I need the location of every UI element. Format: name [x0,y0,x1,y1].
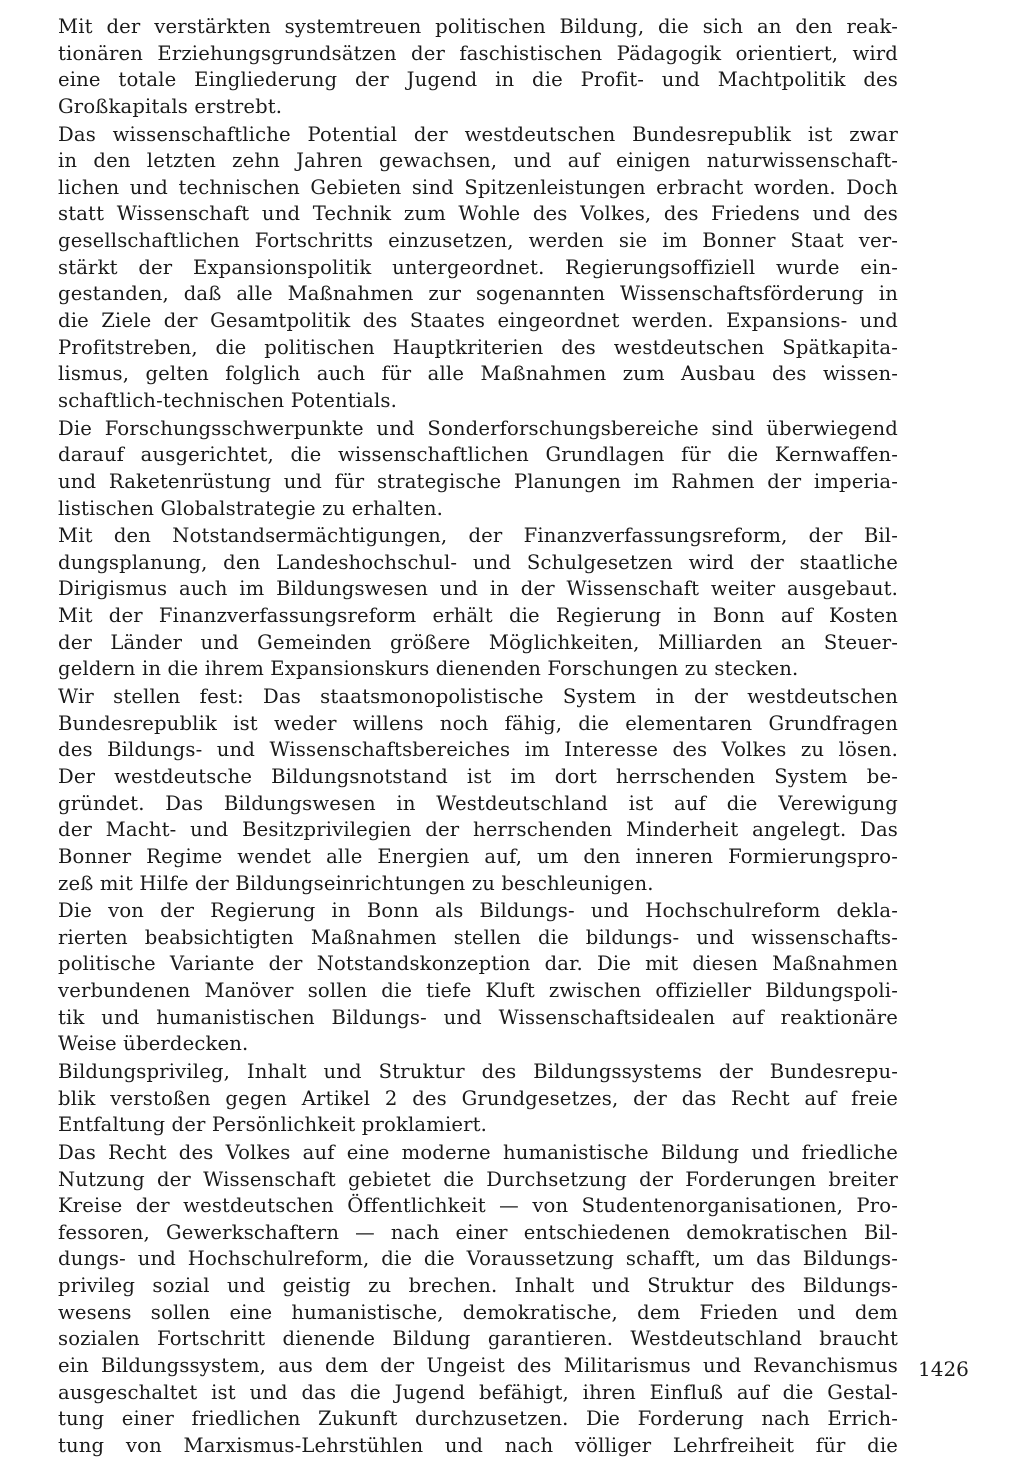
text-line: zeß mit Hilfe der Bildungseinrichtungen zu beschleunigen. [58,871,654,895]
text-line: darauf ausgerichtet, die wissenschaftlichen Grundlagen für die Kernwaffen- [58,443,898,467]
document-body [58,14,898,1461]
paragraph [58,1140,898,1460]
text-line: Das Recht des Volkes auf eine moderne humanistische Bildung und friedliche [58,1140,898,1164]
text-line: Profitstreben, die politischen Hauptkriterien des westdeutschen Spätkapita- [58,335,898,359]
paragraph [58,1059,898,1139]
text-line: Mit der Finanzverfassungsreform erhält die Regierung in Bonn auf Kosten [58,604,898,628]
text-line: fessoren, Gewerkschaftern — nach einer entschiedenen demokratischen Bil- [58,1220,898,1244]
text-line: tik und humanistischen Bildungs- und Wissenschaftsidealen auf reaktionäre [58,1005,898,1029]
text-line: ein Bildungssystem, aus dem der Ungeist des Militarismus und Revanchismus [58,1354,898,1378]
text-line: politische Variante der Notstandskonzeption dar. Die mit diesen Maßnahmen [58,952,898,976]
text-line: Weise überdecken. [58,1032,249,1056]
text-line: lichen und technischen Gebieten sind Spitzenleistungen erbracht worden. Doch [58,175,898,199]
text-line: Bonner Regime wendet alle Energien auf, um den inneren Formierungspro- [58,844,898,868]
text-line: Wir stellen fest: Das staatsmonopolistische System in der westdeutschen [58,685,898,709]
text-line: ausgeschaltet ist und das die Jugend befähigt, ihren Einfluß auf die Gestal- [58,1380,898,1404]
text-line: Nutzung der Wissenschaft gebietet die Durchsetzung der Forderungen breiter [58,1167,898,1191]
text-line: Mit den Notstandsermächtigungen, der Finanzverfassungsreform, der Bil- [58,524,898,548]
text-line: die Ziele der Gesamtpolitik des Staates eingeordnet werden. Expansions- und [58,309,898,333]
page-number: 1426 [918,1357,969,1381]
text-line: Die von der Regierung in Bonn als Bildungs- und Hochschulreform dekla- [58,899,898,923]
text-line: tung von Marxismus-Lehrstühlen und nach völliger Lehrfreiheit für die [58,1433,898,1457]
text-line: der Länder und Gemeinden größere Möglichkeiten, Milliarden an Steuer- [58,630,898,654]
text-line: stärkt der Expansionspolitik untergeordnet. Regierungsoffiziell wurde ein- [58,255,898,279]
text-line: Das wissenschaftliche Potential der westdeutschen Bundesrepublik ist zwar [58,122,898,146]
text-line: Entfaltung der Persönlichkeit proklamiert. [58,1113,488,1137]
text-line: Kreise der westdeutschen Öffentlichkeit — von Studentenorganisationen, Pro- [58,1194,898,1218]
text-line: tionären Erziehungsgrundsätzen der faschistischen Pädagogik orientiert, wird [58,41,898,65]
text-line: listischen Globalstrategie zu erhalten. [58,496,443,520]
paragraph [58,14,898,121]
text-line: wesens sollen eine humanistische, demokratische, dem Frieden und dem [58,1300,898,1324]
paragraph [58,684,898,897]
text-line: eine totale Eingliederung der Jugend in die Profit- und Machtpolitik des [58,68,898,92]
text-line: rierten beabsichtigten Maßnahmen stellen die bildungs- und wissenschafts- [58,925,898,949]
text-line: in den letzten zehn Jahren gewachsen, und auf einigen naturwissenschaft- [58,149,898,173]
text-line: Großkapitals erstrebt. [58,94,283,118]
text-line: statt Wissenschaft und Technik zum Wohle des Volkes, des Friedens und des [58,202,898,226]
paragraph [58,523,898,683]
text-line: gesellschaftlichen Fortschritts einzusetzen, werden sie im Bonner Staat ver- [58,229,898,253]
text-line: dungs- und Hochschulreform, die die Voraussetzung schafft, um das Bildungs- [58,1247,898,1271]
text-line: sozialen Fortschritt dienende Bildung garantieren. Westdeutschland braucht [58,1327,898,1351]
text-line: Bildungsprivileg, Inhalt und Struktur des Bildungssystems der Bundesrepu- [58,1059,898,1083]
text-line: Die Forschungsschwerpunkte und Sonderforschungsbereiche sind überwiegend [58,416,898,440]
text-line: Der westdeutsche Bildungsnotstand ist im dort herrschenden System be- [58,764,898,788]
text-line: Mit der verstärkten systemtreuen politischen Bildung, die sich an den reak- [58,15,898,38]
text-line: dungsplanung, den Landeshochschul- und Schulgesetzen wird der staatliche [58,550,898,574]
text-line: Bundesrepublik ist weder willens noch fähig, die elementaren Grundfragen [58,711,898,735]
paragraph [58,416,898,523]
text-line: gestanden, daß alle Maßnahmen zur sogenannten Wissenschaftsförderung in [58,282,898,306]
text-line: geldern in die ihrem Expansionskurs dienenden Forschungen zu stecken. [58,657,799,681]
text-line: blik verstoßen gegen Artikel 2 des Grundgesetzes, der das Recht auf freie [58,1086,898,1110]
text-line: Dirigismus auch im Bildungswesen und in der Wissenschaft weiter ausgebaut. [58,577,898,601]
paragraph [58,898,898,1058]
text-line: tung einer friedlichen Zukunft durchzusetzen. Die Forderung nach Errich- [58,1407,898,1431]
paragraph [58,122,898,415]
text-line: privileg sozial und geistig zu brechen. Inhalt und Struktur des Bildungs- [58,1274,898,1298]
text-line: des Bildungs- und Wissenschaftsbereiches im Interesse des Volkes zu lösen. [58,738,898,762]
text-line: schaftlich-technischen Potentials. [58,388,397,412]
text-line: und Raketenrüstung und für strategische Planungen im Rahmen der imperia- [58,469,898,493]
text-line: verbundenen Manöver sollen die tiefe Kluft zwischen offizieller Bildungspoli- [58,979,898,1003]
text-line: der Macht- und Besitzprivilegien der herrschenden Minderheit angelegt. Das [58,818,898,842]
text-line: lismus, gelten folglich auch für alle Maßnahmen zum Ausbau des wissen- [58,362,898,386]
text-line: gründet. Das Bildungswesen in Westdeutschland ist auf die Verewigung [58,791,898,815]
